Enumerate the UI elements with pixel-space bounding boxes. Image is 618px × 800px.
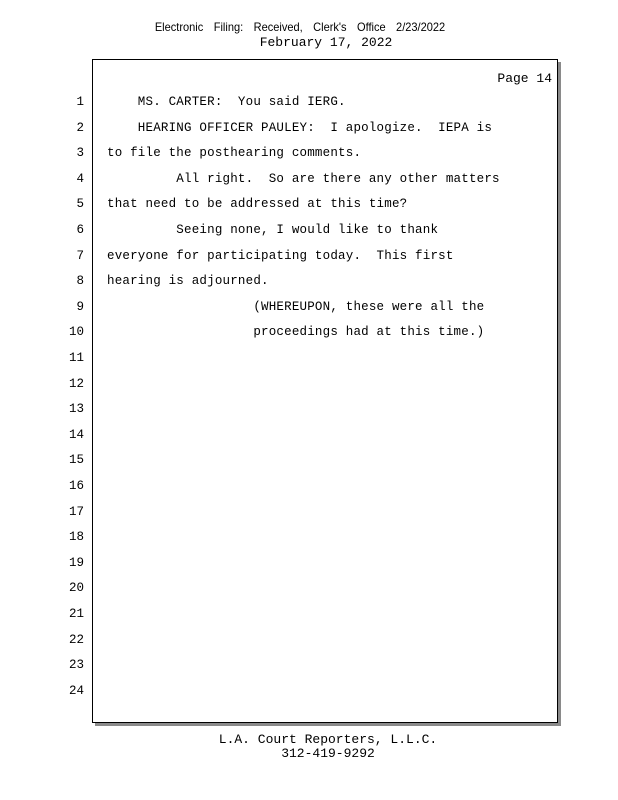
footer-company: L.A. Court Reporters, L.L.C. — [218, 732, 438, 747]
line-text: MS. CARTER: You said IERG. — [107, 95, 346, 109]
line-number: 7 — [76, 249, 84, 263]
stamp-date: 2/23/2022 — [396, 20, 446, 34]
line-number: 1 — [76, 95, 84, 109]
line-text: proceedings had at this time.) — [107, 325, 485, 339]
line-text: Seeing none, I would like to thank — [107, 223, 439, 237]
line-number: 20 — [68, 581, 84, 595]
line-number: 22 — [68, 633, 84, 647]
stamp-clerks: Clerk's — [313, 20, 347, 34]
line-number: 17 — [68, 505, 84, 519]
stamp-received: Received, — [253, 20, 303, 34]
line-number: 5 — [76, 197, 84, 211]
footer — [0, 733, 618, 761]
filing-stamp — [24, 20, 576, 34]
line-number: 12 — [68, 377, 84, 391]
line-text: (WHEREUPON, these were all the — [107, 300, 485, 314]
line-number: 10 — [68, 325, 84, 339]
line-text: All right. So are there any other matters — [107, 172, 500, 186]
line-text: that need to be addressed at this time? — [107, 197, 408, 211]
line-number: 3 — [76, 146, 84, 160]
header-date: February 17, 2022 — [259, 35, 393, 50]
line-number: 2 — [76, 121, 84, 135]
line-number: 11 — [68, 351, 84, 365]
line-number: 13 — [68, 402, 84, 416]
line-text: everyone for participating today. This first — [107, 249, 454, 263]
line-text: hearing is adjourned. — [107, 274, 269, 288]
line-number: 24 — [68, 684, 84, 698]
line-number: 18 — [68, 530, 84, 544]
line-text: to file the posthearing comments. — [107, 146, 362, 160]
line-number: 4 — [76, 172, 84, 186]
stamp-office: Office — [356, 20, 386, 34]
line-number: 21 — [68, 607, 84, 621]
page-number: Page 14 — [497, 71, 552, 86]
footer-phone: 312-419-9292 — [281, 746, 375, 761]
line-number: 15 — [68, 453, 84, 467]
line-number: 6 — [76, 223, 84, 237]
line-number: 23 — [68, 658, 84, 672]
line-number: 8 — [76, 274, 84, 288]
line-text: HEARING OFFICER PAULEY: I apologize. IEPA is — [107, 121, 493, 135]
stamp-filing: Filing: — [213, 20, 244, 34]
line-number: 14 — [68, 428, 84, 442]
line-number: 16 — [68, 479, 84, 493]
stamp-electronic: Electronic — [154, 20, 204, 34]
line-number: 19 — [68, 556, 84, 570]
line-number: 9 — [76, 300, 84, 314]
